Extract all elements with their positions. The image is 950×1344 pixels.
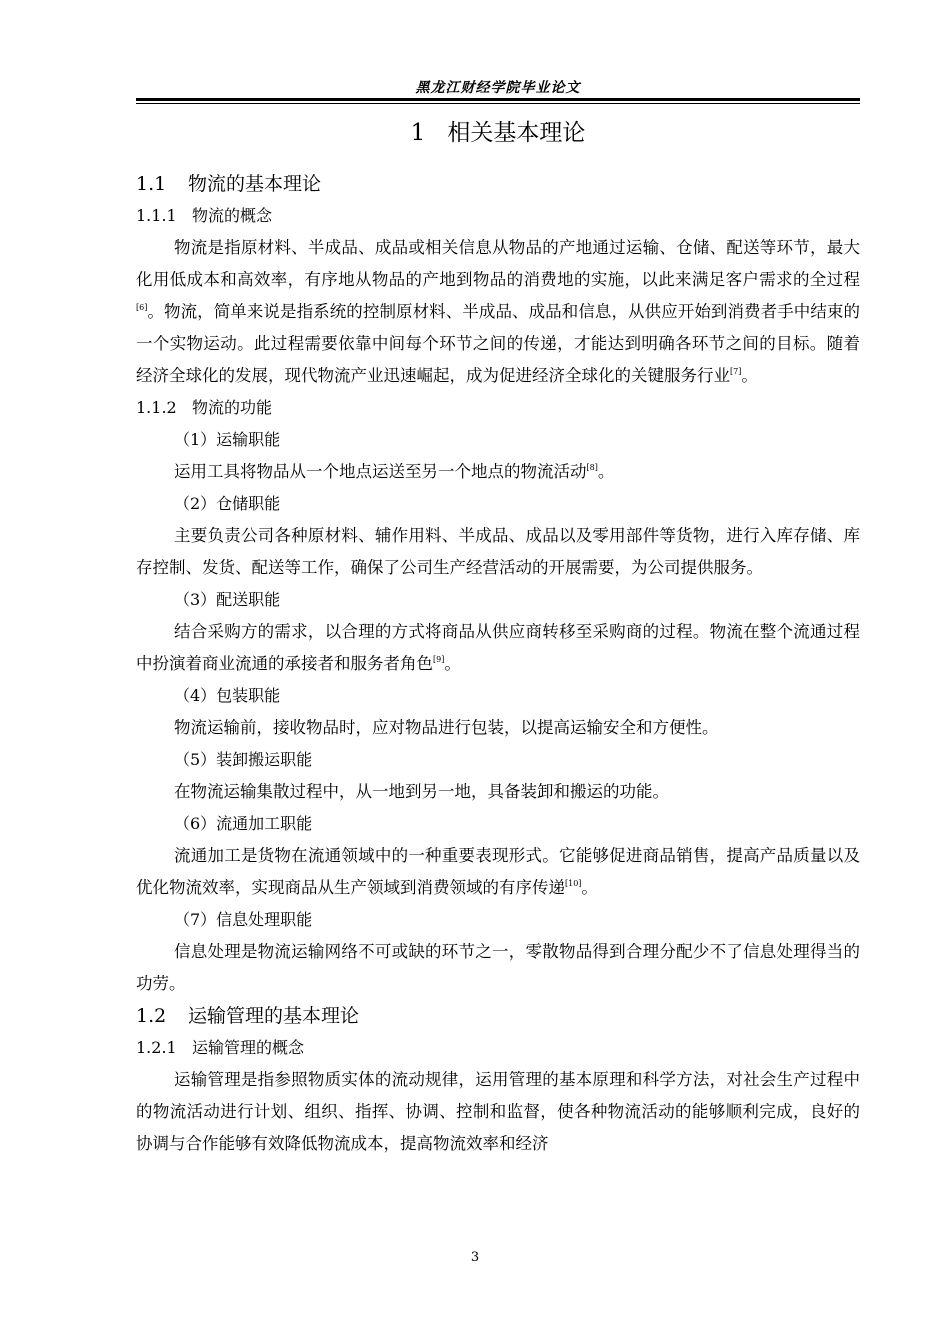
chapter-number: 1 — [410, 120, 426, 146]
header-rule-thin — [136, 103, 860, 104]
subsection-title: 物流的功能 — [192, 398, 273, 417]
paragraph-text: 运用工具将物品从一个地点运送至另一个地点的物流活动 — [174, 462, 587, 481]
section-heading-1-1 — [136, 168, 860, 200]
paragraph-text: 。 — [741, 366, 758, 385]
section-number: 1.1 — [136, 173, 167, 195]
subsection-title: 物流的概念 — [192, 206, 273, 225]
subsection-heading-1-1-2 — [136, 392, 860, 424]
function-text-7: 信息处理是物流运输网络不可或缺的环节之一，零散物品得到合理分配少不了信息处理得当的功劳。 — [136, 942, 860, 993]
paragraph-text: 。物流，简单来说是指系统的控制原材料、半成品、成品和信息，从供应开始到消费者手中结束的一个实物运动。此过程需要依靠中间每个环节之间的传递，才能达到明确各环节之间的目标。随着经济全球化的发展，现代物流产业迅速崛起，成为促进经济全球化的关键服务行业 — [136, 302, 860, 385]
paragraph-text: 结合采购方的需求，以合理的方式将商品从供应商转移至采购商的过程。物流在整个流通过程中扮演着商业流通的承接者和服务者角色 — [136, 622, 860, 673]
citation-6: [6] — [136, 303, 148, 312]
page-number: 3 — [470, 1250, 480, 1265]
function-text-5: 在物流运输集散过程中，从一地到另一地，具备装卸和搬运的功能。 — [174, 782, 669, 801]
section-heading-1-2 — [136, 1000, 860, 1032]
function-text-2: 主要负责公司各种原材料、辅作用料、半成品、成品以及零用部件等货物，进行入库存储、库存控制、发货、配送等工作，确保了公司生产经营活动的开展需要，为公司提供服务。 — [136, 526, 860, 577]
paragraph-logistics-concept — [136, 232, 860, 392]
section-title: 运输管理的基本理论 — [188, 1005, 360, 1027]
subsection-heading-1-2-1 — [136, 1032, 860, 1064]
paragraph-transport-concept: 运输管理是指参照物质实体的流动规律，运用管理的基本原理和科学方法，对社会生产过程中的物流活动进行计划、组织、指挥、协调、控制和监督，使各种物流活动的能够顺利完成，良好的协调与合作能够有效降低物流成本，提高物流效率和经济 — [136, 1070, 860, 1153]
function-text-6 — [136, 840, 860, 904]
citation-8: [8] — [586, 463, 598, 472]
citation-9: [9] — [433, 655, 445, 664]
paragraph-text: 。 — [581, 878, 598, 897]
function-label-4: （4）包装职能 — [174, 686, 281, 705]
paragraph-text: 流通加工是货物在流通领域中的一种重要表现形式。它能够促进商品销售，提高产品质量以及优化物流效率，实现商品从生产领域到消费领域的有序传递 — [136, 846, 860, 897]
function-label-7: （7）信息处理职能 — [174, 910, 313, 929]
citation-7: [7] — [730, 367, 742, 376]
header-rule-thick — [136, 98, 860, 101]
function-text-3 — [136, 616, 860, 680]
chapter-title — [136, 114, 860, 147]
function-label-1: （1）运输职能 — [174, 430, 281, 449]
subsection-title: 运输管理的概念 — [192, 1038, 305, 1057]
function-text-1 — [136, 456, 860, 488]
function-label-5: （5）装卸搬运职能 — [174, 750, 313, 769]
section-title: 物流的基本理论 — [188, 173, 322, 195]
section-number: 1.2 — [136, 1005, 167, 1027]
paragraph-text: 。 — [444, 654, 461, 673]
running-header: 黑龙江财经学院毕业论文 — [415, 80, 581, 96]
subsection-number: 1.1.2 — [136, 398, 177, 417]
function-label-2: （2）仓储职能 — [174, 494, 281, 513]
body-content — [136, 168, 860, 1160]
subsection-heading-1-1-1 — [136, 200, 860, 232]
chapter-title-text: 相关基本理论 — [447, 120, 586, 146]
paragraph-text: 。 — [597, 462, 615, 481]
function-label-3: （3）配送职能 — [174, 590, 281, 609]
function-text-4: 物流运输前，接收物品时，应对物品进行包装，以提高运输安全和方便性。 — [174, 718, 719, 737]
function-label-6: （6）流通加工职能 — [174, 814, 313, 833]
subsection-number: 1.2.1 — [136, 1038, 177, 1057]
citation-10: [10] — [565, 879, 582, 888]
subsection-number: 1.1.1 — [136, 206, 177, 225]
paragraph-text: 物流是指原材料、半成品、成品或相关信息从物品的产地通过运输、仓储、配送等环节，最大化用低成本和高效率，有序地从物品的产地到物品的消费地的实施，以此来满足客户需求的全过程 — [136, 238, 860, 289]
